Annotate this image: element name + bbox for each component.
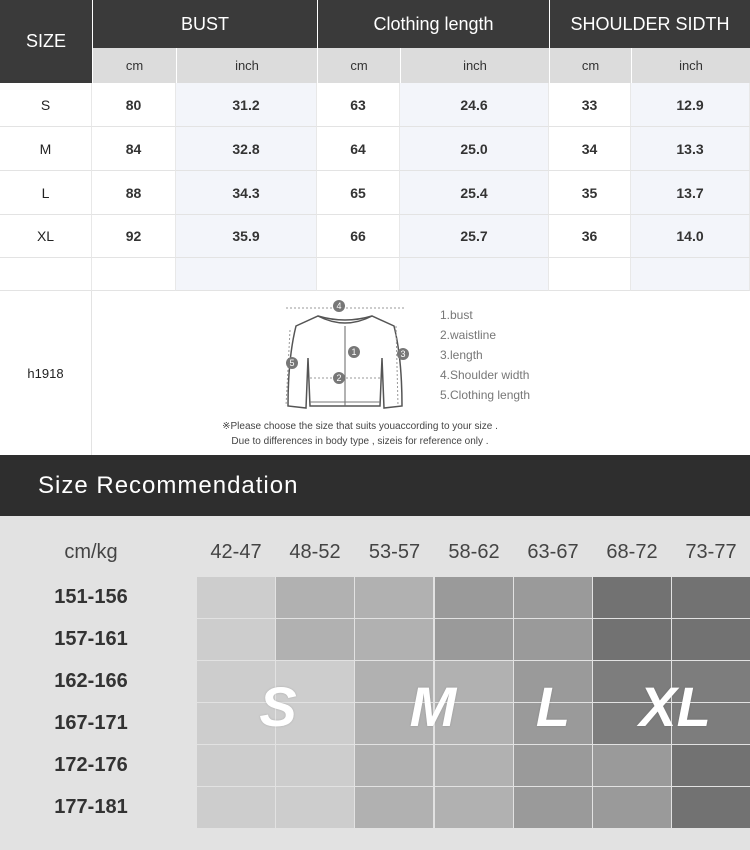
- grid-cell: [355, 577, 433, 618]
- marker-2: 2: [333, 372, 345, 384]
- grid-cell: [197, 787, 275, 828]
- grid-cell: [593, 619, 671, 660]
- bust-cm: 88: [92, 171, 176, 215]
- weight-header: 63-67: [527, 540, 579, 563]
- bust-cm: 92: [92, 215, 176, 258]
- grid-cell: [276, 619, 354, 660]
- length-cm: 65: [317, 171, 400, 215]
- shoulder-cm: 33: [549, 83, 631, 127]
- legend-item: 4.Shoulder width: [440, 368, 530, 382]
- height-label: 162-166: [54, 670, 128, 692]
- shoulder-cm: 35: [549, 171, 631, 215]
- length-cm: 66: [317, 215, 400, 258]
- height-label: 177-181: [54, 796, 128, 818]
- unit-cm: cm: [317, 48, 400, 83]
- diagram-legend: [440, 305, 530, 405]
- grid-cell: [197, 619, 275, 660]
- empty-cell: [0, 258, 92, 291]
- shoulder-cm: 36: [549, 215, 631, 258]
- length-cm: 63: [317, 83, 400, 127]
- grid-cell: [355, 745, 433, 786]
- unit-inch: inch: [176, 48, 317, 83]
- recommendation-title: Size Recommendation: [0, 455, 750, 516]
- grid-cell: [672, 745, 750, 786]
- marker-3: 3: [397, 348, 409, 360]
- length-inch: 25.7: [400, 215, 549, 258]
- clothing-length-header: Clothing length: [318, 0, 549, 48]
- shoulder-width-header: SHOULDER SIDTH: [550, 0, 750, 48]
- length-inch: 25.0: [400, 127, 549, 171]
- unit-cm: cm: [549, 48, 631, 83]
- size-note: [150, 419, 570, 449]
- size-header: SIZE: [0, 0, 92, 83]
- size-m-label: M: [409, 674, 457, 738]
- grid-cell: [435, 577, 513, 618]
- grid-cell: [672, 619, 750, 660]
- weight-header: 73-77: [685, 540, 737, 563]
- bust-inch: 34.3: [176, 171, 317, 215]
- bust-inch: 35.9: [176, 215, 317, 258]
- grid-cell: [672, 577, 750, 618]
- grid-cell: [514, 577, 592, 618]
- grid-cell: [355, 787, 433, 828]
- weight-header: 48-52: [289, 540, 341, 563]
- bust-cm: 80: [92, 83, 176, 127]
- shoulder-inch: 12.9: [631, 83, 750, 127]
- bust-inch: 32.8: [176, 127, 317, 171]
- unit-inch: inch: [400, 48, 549, 83]
- grid-cell: [593, 577, 671, 618]
- empty-cell: [176, 258, 317, 291]
- legend-item: 3.length: [440, 348, 483, 362]
- note-line: ※Please choose the size that suits youaccording to your size .: [222, 421, 498, 432]
- size-xl-label: XL: [639, 674, 711, 738]
- size-label: L: [0, 171, 92, 215]
- size-s-label: S: [259, 674, 297, 738]
- weight-header: 68-72: [606, 540, 658, 563]
- empty-cell: [317, 258, 400, 291]
- corner-label: cm/kg: [64, 540, 118, 563]
- grid-cell: [672, 787, 750, 828]
- grid-cell: [435, 787, 513, 828]
- grid-cell: [276, 745, 354, 786]
- grid-cell: [593, 745, 671, 786]
- weight-header: 42-47: [210, 540, 262, 563]
- size-label: S: [0, 83, 92, 127]
- size-label: M: [0, 127, 92, 171]
- bust-cm: 84: [92, 127, 176, 171]
- height-label: 151-156: [54, 586, 128, 608]
- model-code: h1918: [0, 291, 92, 455]
- unit-inch: inch: [631, 48, 750, 83]
- length-inch: 24.6: [400, 83, 549, 127]
- weight-header: 53-57: [368, 540, 421, 563]
- empty-cell: [549, 258, 631, 291]
- grid-cell: [435, 619, 513, 660]
- grid-cell: [276, 577, 354, 618]
- bust-inch: 31.2: [176, 83, 317, 127]
- height-label: 172-176: [54, 754, 128, 776]
- shoulder-cm: 34: [549, 127, 631, 171]
- empty-cell: [400, 258, 549, 291]
- weight-header: 58-62: [448, 540, 500, 563]
- size-label: XL: [0, 215, 92, 258]
- grid-cell: [276, 787, 354, 828]
- shoulder-inch: 14.0: [631, 215, 750, 258]
- grid-cell: [593, 787, 671, 828]
- shoulder-inch: 13.3: [631, 127, 750, 171]
- grid-cell: [197, 577, 275, 618]
- grid-cell: [514, 745, 592, 786]
- empty-cell: [631, 258, 750, 291]
- marker-1: 1: [348, 346, 360, 358]
- grid-cell: [197, 745, 275, 786]
- grid-cell: [514, 787, 592, 828]
- note-line: Due to differences in body type , sizeis for reference only .: [231, 436, 489, 447]
- unit-cm: cm: [92, 48, 176, 83]
- bust-header: BUST: [93, 0, 317, 48]
- height-label: 167-171: [54, 712, 128, 734]
- marker-5: 5: [286, 357, 298, 369]
- marker-4: 4: [333, 300, 345, 312]
- grid-cell: [514, 619, 592, 660]
- grid-cell: [435, 745, 513, 786]
- length-cm: 64: [317, 127, 400, 171]
- empty-cell: [92, 258, 176, 291]
- legend-item: 1.bust: [440, 308, 473, 322]
- grid-cell: [355, 619, 433, 660]
- length-inch: 25.4: [400, 171, 549, 215]
- shoulder-inch: 13.7: [631, 171, 750, 215]
- legend-item: 2.waistline: [440, 328, 497, 342]
- legend-item: 5.Clothing length: [440, 388, 531, 402]
- size-l-label: L: [535, 674, 571, 738]
- height-label: 157-161: [54, 628, 128, 650]
